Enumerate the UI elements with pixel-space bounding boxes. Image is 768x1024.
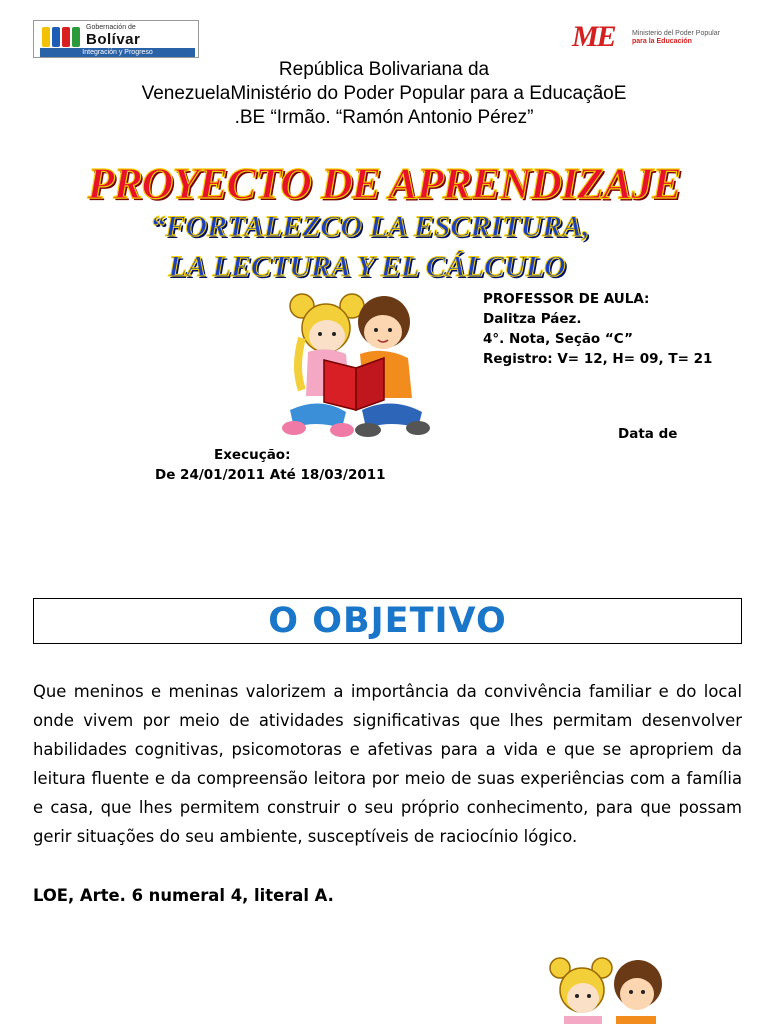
logo-left-small-text: Gobernación de	[86, 24, 136, 31]
children-illustration-small	[540, 954, 670, 1024]
project-title: PROYECTO DE APRENDIZAJE	[87, 159, 681, 208]
professor-label: PROFESSOR DE AULA:	[483, 291, 650, 307]
objective-heading: O OBJETIVO	[268, 601, 507, 641]
execution-range: De 24/01/2011 Até 18/03/2011	[155, 467, 386, 483]
professor-registry: Registro: V= 12, H= 09, T= 21	[483, 351, 713, 367]
professor-name: Dalitza Páez.	[483, 311, 582, 327]
professor-grade: 4°. Nota, Seção “C”	[483, 331, 634, 347]
execution-label: Execução:	[214, 447, 291, 463]
date-label: Data de	[618, 426, 678, 442]
header-line-1: República Bolivariana da	[278, 59, 490, 80]
logo-left-tagline: Integración y Progreso	[40, 48, 195, 57]
ministerio-educacion-logo	[572, 20, 738, 58]
header-line-2: VenezuelaMinistério do Poder Popular para a EducaçãoE	[141, 83, 627, 104]
objective-paragraph: Que meninos e meninas valorizem a importância da convivência familiar e do local onde vivem por meio de atividades significativas que lhes permitam desenvolver habilidades cognitivas, psicomotoras e afetivas para a vida e que se apropriem da leitura fluente e da compreensão leitora por meio de suas experiências com a família e casa, que lhes permitem construir o seu próprio conhecimento, para que possam gerir situações do seu ambiente, susceptíveis de raciocínio lógico.	[33, 682, 742, 846]
gobernacion-bolivar-logo	[33, 20, 199, 58]
logo-left-name: Bolívar	[86, 31, 141, 48]
objective-heading-box	[33, 598, 742, 644]
logo-bars-icon	[42, 27, 80, 47]
project-subtitle-line-1: “FORTALEZCO LA ESCRITURA,	[150, 210, 590, 243]
logo-right-text: Ministerio del Poder Popular para la Educación	[632, 30, 720, 45]
project-subtitle-line-2: LA LECTURA Y EL CÁLCULO	[168, 250, 566, 283]
logo-right-mark: ME	[572, 20, 615, 53]
header-line-3: .BE “Irmão. “Ramón Antonio Pérez”	[234, 107, 534, 128]
legal-reference: LOE, Arte. 6 numeral 4, literal A.	[33, 886, 334, 905]
children-reading-illustration	[280, 288, 430, 440]
